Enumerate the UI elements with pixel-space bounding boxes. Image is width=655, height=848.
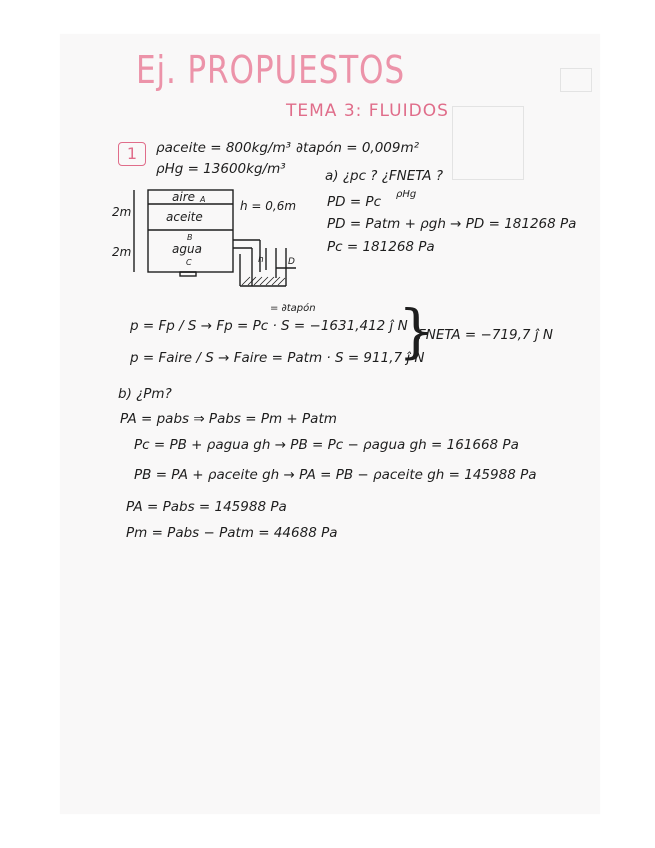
- part-a-line-1: PD = Pc: [327, 194, 381, 210]
- bleed-through-box: [560, 68, 592, 92]
- tapon-annotation: = ∂tapón: [270, 303, 316, 314]
- given-cap-area: ∂tapón = 0,009m²: [296, 140, 420, 156]
- tank-manometer-diagram: [100, 182, 310, 294]
- part-b-line-2: Pc = PB + ρagua gh → PB = Pc − ρagua gh = 161668 Pa: [134, 437, 519, 453]
- label-air: aire: [172, 190, 196, 204]
- label-h-value: h = 0,6m: [240, 199, 297, 213]
- force-air-line: p = Faire / S → Faire = Patm · S = 911,7 ĵ N: [130, 350, 425, 366]
- rho-hg-note: ρHg: [396, 189, 417, 200]
- label-point-a: A: [200, 195, 206, 204]
- net-force-result: FNETA = −719,7 ĵ N: [418, 327, 553, 343]
- part-b-line-5: Pm = Pabs − Patm = 44688 Pa: [126, 525, 338, 541]
- part-b-line-1: PA = pabs ⇒ Pabs = Pm + Patm: [120, 411, 337, 427]
- label-point-b: B: [187, 233, 193, 242]
- exercise-number-box: 1: [118, 142, 146, 166]
- part-b-line-3: PB = PA + ρaceite gh → PA = PB − ρaceite gh = 145988 Pa: [134, 467, 537, 483]
- part-b-line-4: PA = Pabs = 145988 Pa: [126, 499, 287, 515]
- part-a-line-3: Pc = 181268 Pa: [327, 239, 435, 255]
- part-b-question: b) ¿Pm?: [118, 386, 172, 402]
- given-mercury-density: ρHg = 13600kg/m³: [156, 161, 286, 177]
- label-point-d: D: [288, 257, 295, 267]
- page-title: Ej. PROPUESTOS: [136, 48, 406, 92]
- label-height-1: 2m: [112, 205, 132, 219]
- part-a-question: a) ¿pc ? ¿FNETA ?: [325, 168, 443, 184]
- cap-block: [180, 272, 196, 276]
- label-h-small: h: [258, 255, 264, 265]
- label-water: agua: [172, 242, 202, 256]
- label-height-2: 2m: [112, 245, 132, 259]
- topic-subtitle: TEMA 3: FLUIDOS: [286, 101, 449, 121]
- net-force-brace: }: [398, 297, 435, 365]
- given-oil-density: ρaceite = 800kg/m³: [156, 140, 292, 156]
- mercury-hatch: [278, 278, 285, 285]
- part-a-line-2: PD = Patm + ρgh → PD = 181268 Pa: [327, 216, 577, 232]
- bleed-through-box: [452, 106, 524, 180]
- label-oil: aceite: [166, 210, 203, 224]
- label-point-c: C: [186, 258, 192, 267]
- force-pressure-line: p = Fp / S → Fp = Pc · S = −1631,412 ĵ N: [130, 318, 408, 334]
